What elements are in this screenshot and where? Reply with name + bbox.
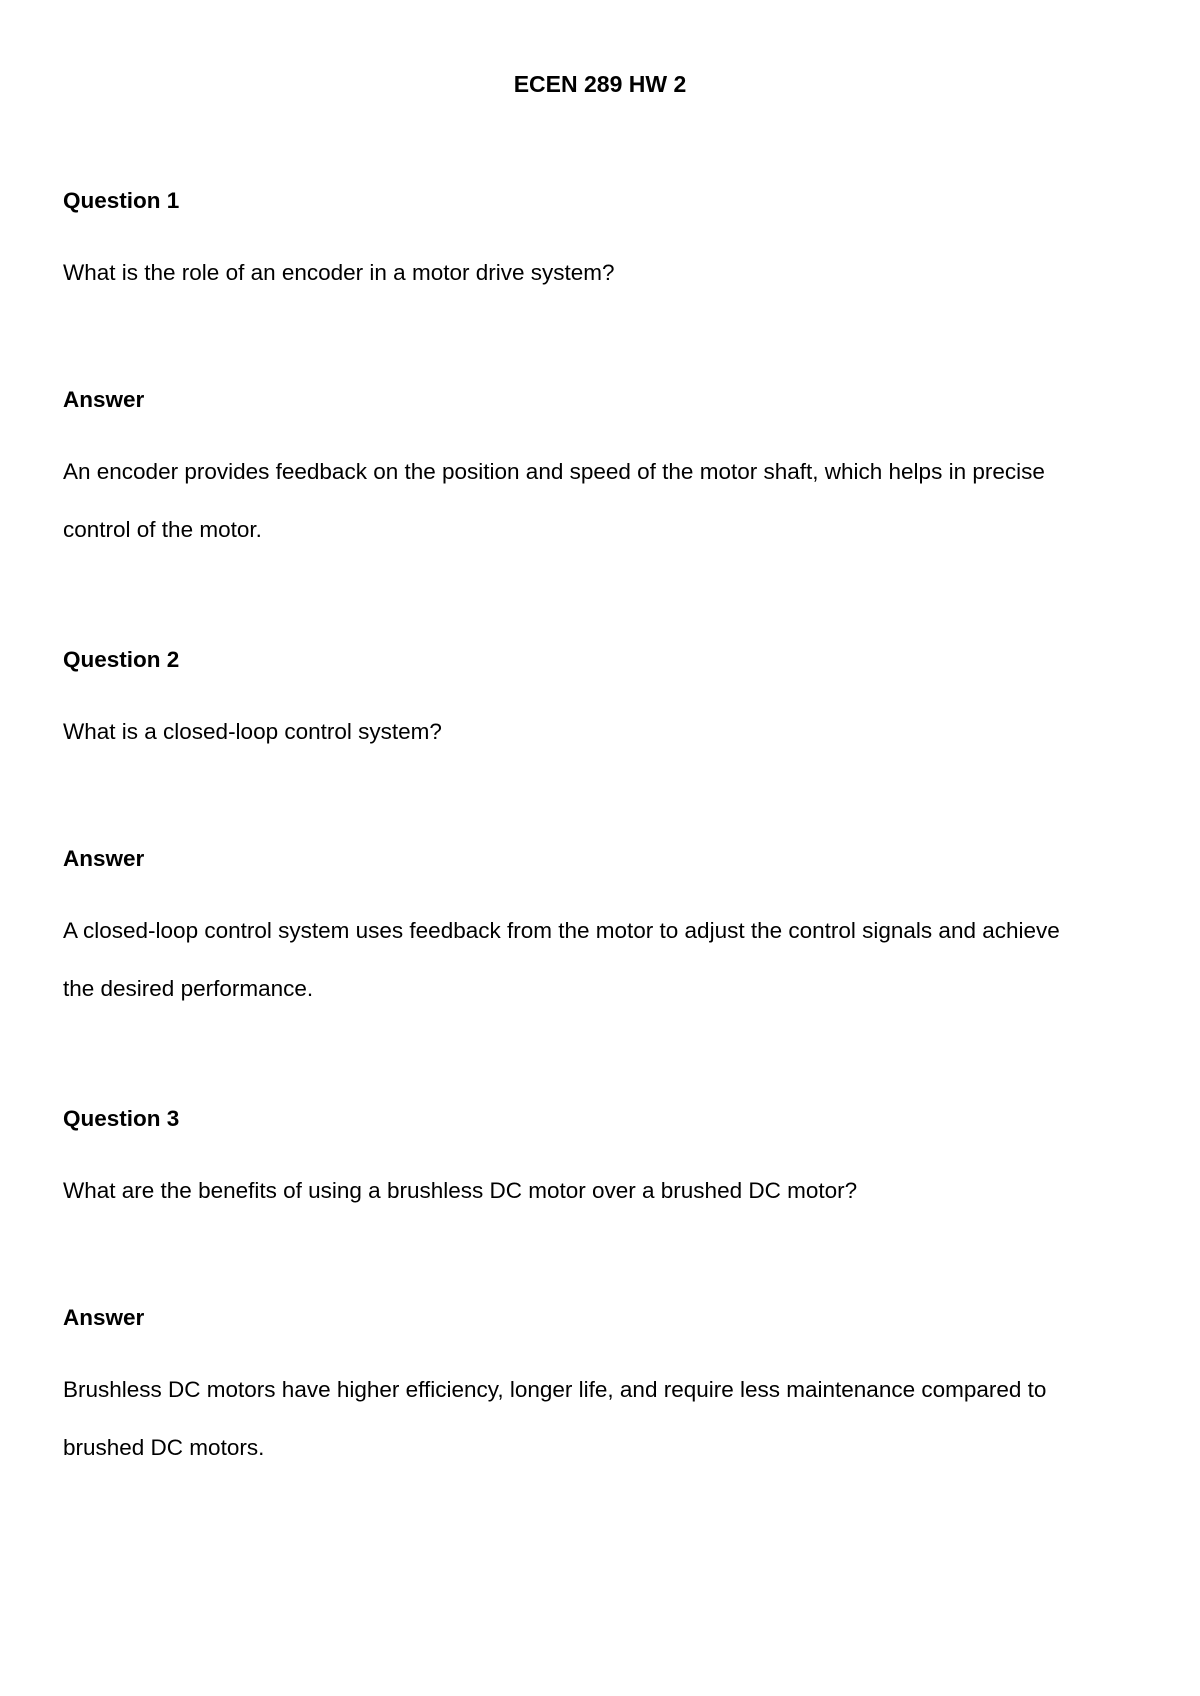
question-text: What is a closed-loop control system? [63,719,442,744]
question-text: What are the benefits of using a brushless DC motor over a brushed DC motor? [63,1178,858,1203]
answer-text-line: brushed DC motors. [63,1435,265,1460]
answer-text-line: An encoder provides feedback on the position and speed of the motor shaft, which helps in precise [63,459,1045,484]
answer-heading: Answer [63,1305,145,1330]
answer-heading: Answer [63,846,145,871]
answer-text-line: control of the motor. [63,517,262,542]
question-text: What is the role of an encoder in a motor drive system? [63,260,615,285]
question-heading: Question 2 [63,647,180,672]
answer-text-line: A closed-loop control system uses feedback from the motor to adjust the control signals and achieve [63,918,1060,943]
answer-text-line: Brushless DC motors have higher efficiency, longer life, and require less maintenance compared to [63,1377,1047,1402]
document-title: ECEN 289 HW 2 [513,71,687,97]
question-heading: Question 1 [63,188,180,213]
answer-text-line: the desired performance. [63,976,314,1001]
question-heading: Question 3 [63,1106,180,1131]
answer-heading: Answer [63,387,145,412]
